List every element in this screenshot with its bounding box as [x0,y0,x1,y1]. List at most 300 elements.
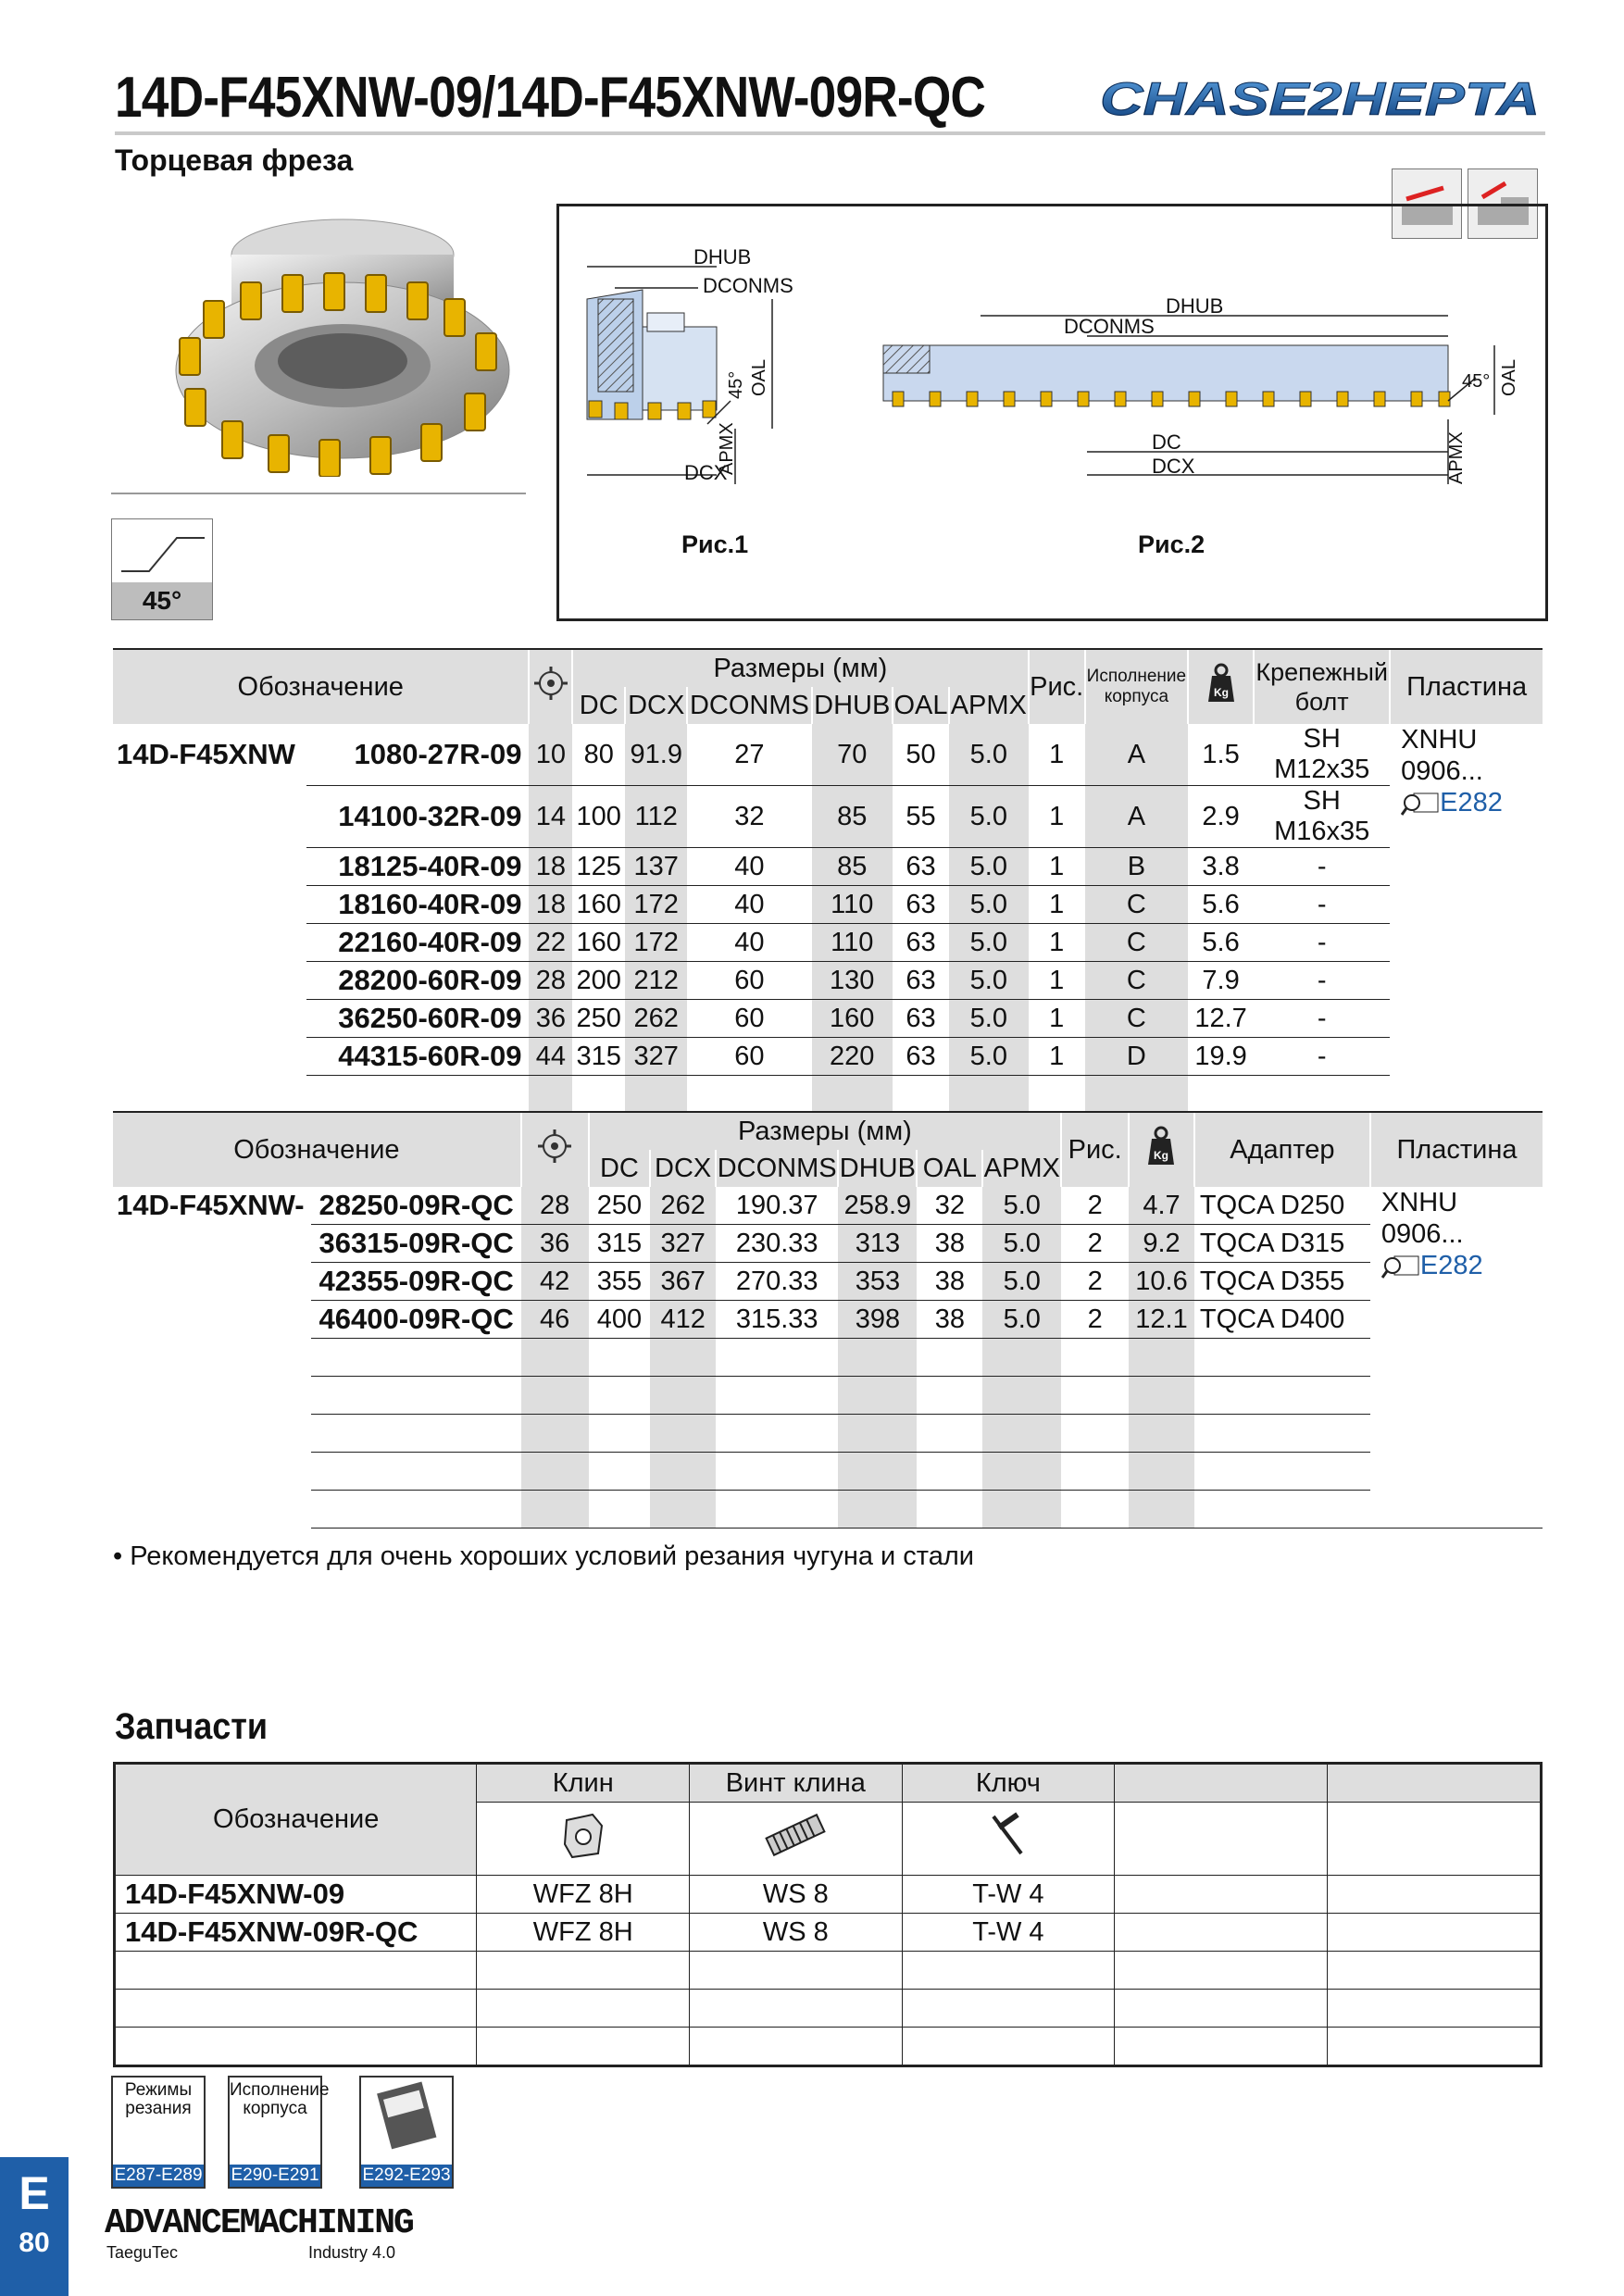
row-prefix [113,886,306,924]
cell-fig [1061,1491,1129,1529]
spare-empty [902,1990,1115,2028]
row-prefix [113,1038,306,1076]
spare-empty [115,1990,477,2028]
key-icon [981,1807,1036,1863]
fig1-oal-label: OAL [749,358,769,396]
cell-bolt: - [1254,924,1390,962]
cell-dc: 100 [572,786,625,848]
cell-dconms: 230.33 [716,1225,838,1263]
t2-header-oal: OAL [917,1150,982,1187]
t2-header-insert: Пластина [1370,1113,1543,1187]
cell-apmx: 5.0 [982,1225,1061,1263]
row-code [306,1076,529,1114]
t1-header-dcx: DCX [625,687,687,724]
spare-screw: WS 8 [690,1914,903,1952]
cell-dcx: 262 [650,1187,716,1225]
cell-oal [917,1453,982,1491]
row-prefix [113,1225,311,1263]
t3-header-wedge: Клин [477,1764,690,1803]
cell-dhub: 85 [812,848,893,886]
table-row [113,1301,1543,1339]
cell-oal: 63 [893,924,949,962]
cell-fig [1061,1453,1129,1491]
cell-fig: 1 [1029,786,1085,848]
advance-machining-logo [105,2203,438,2262]
magnifier-icon [1381,1253,1420,1280]
spare-empty [1115,2028,1327,2066]
cell-fig [1061,1377,1129,1415]
row-code [311,1339,520,1377]
cell-adapter [1194,1453,1370,1491]
logo-left: TaeguTec [106,2243,179,2262]
cell-kg: 19.9 [1188,1038,1254,1076]
row-prefix [113,1000,306,1038]
row-prefix: 14D-F45XNW- [117,1189,305,1222]
table-row-empty [113,1491,1543,1529]
approach-angle-box [111,518,213,620]
row-code [311,1453,520,1491]
cell-dhub: 70 [812,724,893,786]
t3-header-key: Ключ [902,1764,1115,1803]
spare-empty [902,1952,1115,1990]
row-prefix [113,848,306,886]
fig2-oal-label: OAL [1499,358,1519,396]
cell-kg [1129,1339,1194,1377]
wedge-icon-cell [477,1803,690,1876]
fig2-apmx-label: APMX [1446,431,1467,484]
spare-empty [1115,1952,1327,1990]
fig1-dhub-label: DHUB [693,245,752,268]
cell-oal [917,1491,982,1529]
table-row [113,886,1543,924]
cell-z: 14 [529,786,572,848]
cell-oal [917,1377,982,1415]
cell-dconms: 40 [687,848,811,886]
cell-dconms [716,1339,838,1377]
cell-z: 18 [529,848,572,886]
book-icon [369,2078,443,2152]
cell-fig: 2 [1061,1187,1129,1225]
cell-z: 46 [521,1301,589,1339]
cell-body: C [1085,1000,1188,1038]
table-row [113,1000,1543,1038]
t2-header-teeth [521,1113,589,1187]
cell-dc: 400 [589,1301,651,1339]
cell-z: 28 [529,962,572,1000]
row-code: 44315-60R-09 [306,1038,529,1076]
cell-z [521,1377,589,1415]
row-prefix [113,1263,311,1301]
table-row-empty [113,1415,1543,1453]
table-row [113,1263,1543,1301]
table-row [113,724,1543,786]
row-prefix [113,962,306,1000]
cell-bolt: - [1254,962,1390,1000]
cell-dcx [650,1339,716,1377]
cell-dconms: 190.37 [716,1187,838,1225]
t2-header-dhub: DHUB [838,1150,917,1187]
weight-icon [1139,1124,1183,1168]
cell-bolt: - [1254,1000,1390,1038]
t1-header-sizes: Размеры (мм) [572,650,1028,687]
cell-dconms: 40 [687,886,811,924]
wedge-icon [556,1807,611,1863]
cell-dc: 200 [572,962,625,1000]
spare-empty [1115,1914,1327,1952]
row-prefix [113,924,306,962]
cell-z [521,1415,589,1453]
cell-dconms: 60 [687,1000,811,1038]
cell-dc [589,1491,651,1529]
cell-dc: 355 [589,1263,651,1301]
cell-fig [1029,1076,1085,1114]
cell-dc [589,1453,651,1491]
cell-dhub: 110 [812,924,893,962]
t2-header-sizes: Размеры (мм) [589,1113,1062,1150]
cell-dc: 315 [589,1225,651,1263]
body-design-label: Исполнение корпуса [230,2080,330,2118]
insert-ref-page: E282 [1419,1251,1483,1280]
row-code: 36315-09R-QC [311,1225,520,1263]
cell-oal: 63 [893,886,949,924]
row-code: 36250-60R-09 [306,1000,529,1038]
cell-dcx: 327 [650,1225,716,1263]
fig1-dcx-label: DCX [684,461,728,484]
cell-z: 36 [529,1000,572,1038]
table-spare-parts [113,1762,1543,2067]
cell-dconms [716,1491,838,1529]
t1-header-insert: Пластина [1390,650,1543,724]
cell-kg [1188,1076,1254,1114]
cell-kg: 12.7 [1188,1000,1254,1038]
row-prefix [113,786,306,848]
cell-dhub: 160 [812,1000,893,1038]
spare-wedge: WFZ 8H [477,1914,690,1952]
cell-dcx: 412 [650,1301,716,1339]
cell-z: 28 [521,1187,589,1225]
t1-header-dconms: DCONMS [687,687,811,724]
cell-dconms: 27 [687,724,811,786]
row-code: 1080-27R-09 [306,724,529,786]
cutting-conditions-label: Режимы резания [124,2080,193,2118]
row-code: 22160-40R-09 [306,924,529,962]
cell-body: C [1085,924,1188,962]
spare-designation: 14D-F45XNW-09 [115,1876,477,1914]
dimension-diagram [556,204,1548,621]
cell-apmx: 5.0 [982,1187,1061,1225]
cell-adapter [1194,1491,1370,1529]
t1-header-body: Исполнение корпуса [1085,650,1188,724]
row-prefix [113,1453,311,1491]
t1-header-dc: DC [572,687,625,724]
cell-dc [589,1377,651,1415]
fig2-dhub-label: DHUB [1166,294,1224,318]
cell-oal [893,1076,949,1114]
spare-empty [1327,1952,1541,1990]
spare-empty [690,1952,903,1990]
empty-icon-cell-1 [1115,1803,1327,1876]
table-row-empty [113,1377,1543,1415]
spare-empty [1327,1914,1541,1952]
cell-dcx: 137 [625,848,687,886]
cutting-conditions-pages: E287-E289 [114,2165,203,2185]
cell-dcx [650,1453,716,1491]
insert-line2: 0906... [1401,756,1483,786]
cell-oal [917,1415,982,1453]
cell-dcx: 327 [625,1038,687,1076]
cell-apmx: 5.0 [949,962,1029,1000]
cell-dhub [838,1339,917,1377]
cell-fig: 2 [1061,1225,1129,1263]
cell-z: 10 [529,724,572,786]
weight-icon [1199,661,1243,705]
cell-dhub: 398 [838,1301,917,1339]
spare-empty [1115,1990,1327,2028]
t1-header-teeth [529,650,572,724]
cell-kg: 5.6 [1188,886,1254,924]
fig2-dcx-label: DCX [1152,455,1195,478]
usage-note: • Рекомендуется для очень хороших условий резания чугуна и стали [113,1541,974,1571]
angle-icon [112,519,212,582]
cell-oal: 63 [893,962,949,1000]
cell-dc [589,1415,651,1453]
t3-header-empty-2 [1327,1764,1541,1803]
t1-header-dhub: DHUB [812,687,893,724]
cell-dhub [838,1453,917,1491]
cell-dcx: 172 [625,924,687,962]
cell-kg: 3.8 [1188,848,1254,886]
row-code: 18160-40R-09 [306,886,529,924]
fig2-dc-label: DC [1152,430,1181,454]
table-row-empty [115,1990,1542,2028]
cell-oal [917,1339,982,1377]
table-row [113,924,1543,962]
cell-oal: 50 [893,724,949,786]
cell-body: D [1085,1038,1188,1076]
logo-right: Industry 4.0 [308,2243,396,2262]
insert-cell [1370,1187,1543,1529]
t1-header-bolt: Крепежный болт [1254,650,1390,724]
cell-adapter: TQCA D315 [1194,1225,1370,1263]
cell-apmx: 5.0 [949,1000,1029,1038]
page-number: 80 [19,2227,50,2258]
cell-kg: 9.2 [1129,1225,1194,1263]
key-icon-cell [902,1803,1115,1876]
cell-oal: 55 [893,786,949,848]
t2-header-dconms: DCONMS [716,1150,838,1187]
t3-header-empty-1 [1115,1764,1327,1803]
cell-apmx: 5.0 [949,786,1029,848]
row-code: 28200-60R-09 [306,962,529,1000]
spare-designation: 14D-F45XNW-09R-QC [115,1914,477,1952]
cell-dhub: 130 [812,962,893,1000]
t2-header-apmx: APMX [982,1150,1061,1187]
table-row-empty [113,1453,1543,1491]
cell-fig: 1 [1029,962,1085,1000]
cutter-teeth-icon [536,1128,573,1165]
cell-apmx: 5.0 [982,1263,1061,1301]
cell-dcx [650,1491,716,1529]
cell-dcx [650,1415,716,1453]
cell-apmx [982,1377,1061,1415]
spare-empty [902,2028,1115,2066]
cell-bolt: SH M16x35 [1254,786,1390,848]
spare-empty [477,2028,690,2066]
cell-dconms [687,1076,811,1114]
screw-icon-cell [690,1803,903,1876]
spare-empty [115,1952,477,1990]
spare-empty [1327,1990,1541,2028]
logo-main: ADVANCEMACHINING [105,2203,413,2243]
cell-dhub: 313 [838,1225,917,1263]
fig2-dconms-label: DCONMS [1064,315,1155,338]
cell-oal: 63 [893,1000,949,1038]
cell-dhub [838,1377,917,1415]
fig1-cutter [587,290,717,419]
cell-kg: 10.6 [1129,1263,1194,1301]
cell-dcx: 212 [625,962,687,1000]
t2-header-dc: DC [589,1150,651,1187]
cell-dhub: 220 [812,1038,893,1076]
cell-body [1085,1076,1188,1114]
cell-dc [589,1339,651,1377]
cell-dc: 250 [589,1187,651,1225]
fig1-caption: Рис.1 [681,530,749,558]
table-row [113,1038,1543,1076]
spare-empty [477,1990,690,2028]
cell-dc: 315 [572,1038,625,1076]
cell-z: 36 [521,1225,589,1263]
cell-dcx: 91.9 [625,724,687,786]
table-row-empty [113,1076,1543,1114]
t2-header-dcx: DCX [650,1150,716,1187]
page-subtitle: Торцевая фреза [115,144,354,177]
cell-oal: 63 [893,848,949,886]
cell-dcx [650,1377,716,1415]
svg-text:CHASE2HEPTA: CHASE2HEPTA [1100,73,1540,125]
insert-line2: 0906... [1380,1219,1464,1249]
cell-dc: 160 [572,924,625,962]
cell-dcx: 367 [650,1263,716,1301]
spare-key: T-W 4 [902,1914,1115,1952]
cell-dhub: 110 [812,886,893,924]
cell-z [529,1076,572,1114]
spare-empty [1327,2028,1541,2066]
row-code [311,1491,520,1529]
t2-header-adapter: Адаптер [1194,1113,1370,1187]
t1-header-designation: Обозначение [113,650,529,724]
cell-fig: 1 [1029,924,1085,962]
t2-header-weight [1129,1113,1194,1187]
svg-text:Kg: Kg [1213,686,1229,699]
angle-label: 45° [112,582,212,619]
cell-kg: 2.9 [1188,786,1254,848]
cell-kg: 1.5 [1188,724,1254,786]
row-prefix [113,1415,311,1453]
row-code: 14100-32R-09 [306,786,529,848]
fig1-apmx-label: APMX [717,422,737,475]
row-code: 18125-40R-09 [306,848,529,886]
table-row [113,1225,1543,1263]
cell-bolt [1254,1076,1390,1114]
cell-z: 22 [529,924,572,962]
cell-adapter: TQCA D355 [1194,1263,1370,1301]
cell-dconms [716,1415,838,1453]
technical-info-ref[interactable] [359,2076,454,2189]
cell-dc: 80 [572,724,625,786]
cell-oal: 38 [917,1225,982,1263]
fig2-caption: Рис.2 [1138,530,1206,558]
row-code [311,1377,520,1415]
wedge-screw-icon [758,1807,832,1863]
t1-header-weight [1188,650,1254,724]
cell-oal: 38 [917,1263,982,1301]
table-row-empty [113,1339,1543,1377]
row-prefix [113,1491,311,1529]
spare-screw: WS 8 [690,1876,903,1914]
cell-apmx: 5.0 [949,848,1029,886]
cell-dhub: 85 [812,786,893,848]
cell-adapter: TQCA D400 [1194,1301,1370,1339]
insert-ref[interactable] [1401,787,1543,818]
cell-dconms: 40 [687,924,811,962]
insert-line1: XNHU [1401,725,1478,755]
cell-oal: 32 [917,1187,982,1225]
insert-ref[interactable] [1381,1250,1543,1281]
photo-divider [111,493,526,494]
spare-empty [1327,1876,1541,1914]
cell-fig: 1 [1029,1000,1085,1038]
t1-header-oal: OAL [893,687,949,724]
cell-apmx: 5.0 [949,886,1029,924]
spare-empty [690,1990,903,2028]
table-row [115,1876,1542,1914]
cell-fig: 1 [1029,1038,1085,1076]
table-row [113,1187,1543,1225]
technical-info-pages: E292-E293 [362,2165,451,2185]
body-design-ref[interactable] [228,2076,330,2189]
cell-dc: 160 [572,886,625,924]
cell-dhub [838,1491,917,1529]
spare-key: T-W 4 [902,1876,1115,1914]
cell-dcx: 112 [625,786,687,848]
cell-apmx [949,1076,1029,1114]
table-row-empty [115,2028,1542,2066]
cell-dconms: 32 [687,786,811,848]
cell-fig [1061,1339,1129,1377]
t1-header-fig: Рис. [1029,650,1085,724]
cell-fig: 2 [1061,1301,1129,1339]
table-row [113,786,1543,848]
cell-body: C [1085,886,1188,924]
cutting-conditions-ref[interactable] [111,2076,206,2189]
cell-dconms: 60 [687,1038,811,1076]
cell-dhub: 258.9 [838,1187,917,1225]
body-design-pages: E290-E291 [231,2165,319,2185]
cell-kg: 12.1 [1129,1301,1194,1339]
cell-dcx: 172 [625,886,687,924]
cell-kg [1129,1415,1194,1453]
cell-body: B [1085,848,1188,886]
cell-z [521,1339,589,1377]
row-code: 28250-09R-QC [311,1187,520,1225]
cell-adapter [1194,1415,1370,1453]
cell-z [521,1453,589,1491]
spare-wedge: WFZ 8H [477,1876,690,1914]
t3-header-designation: Обозначение [115,1764,477,1876]
cell-dconms: 315.33 [716,1301,838,1339]
cell-adapter: TQCA D250 [1194,1187,1370,1225]
